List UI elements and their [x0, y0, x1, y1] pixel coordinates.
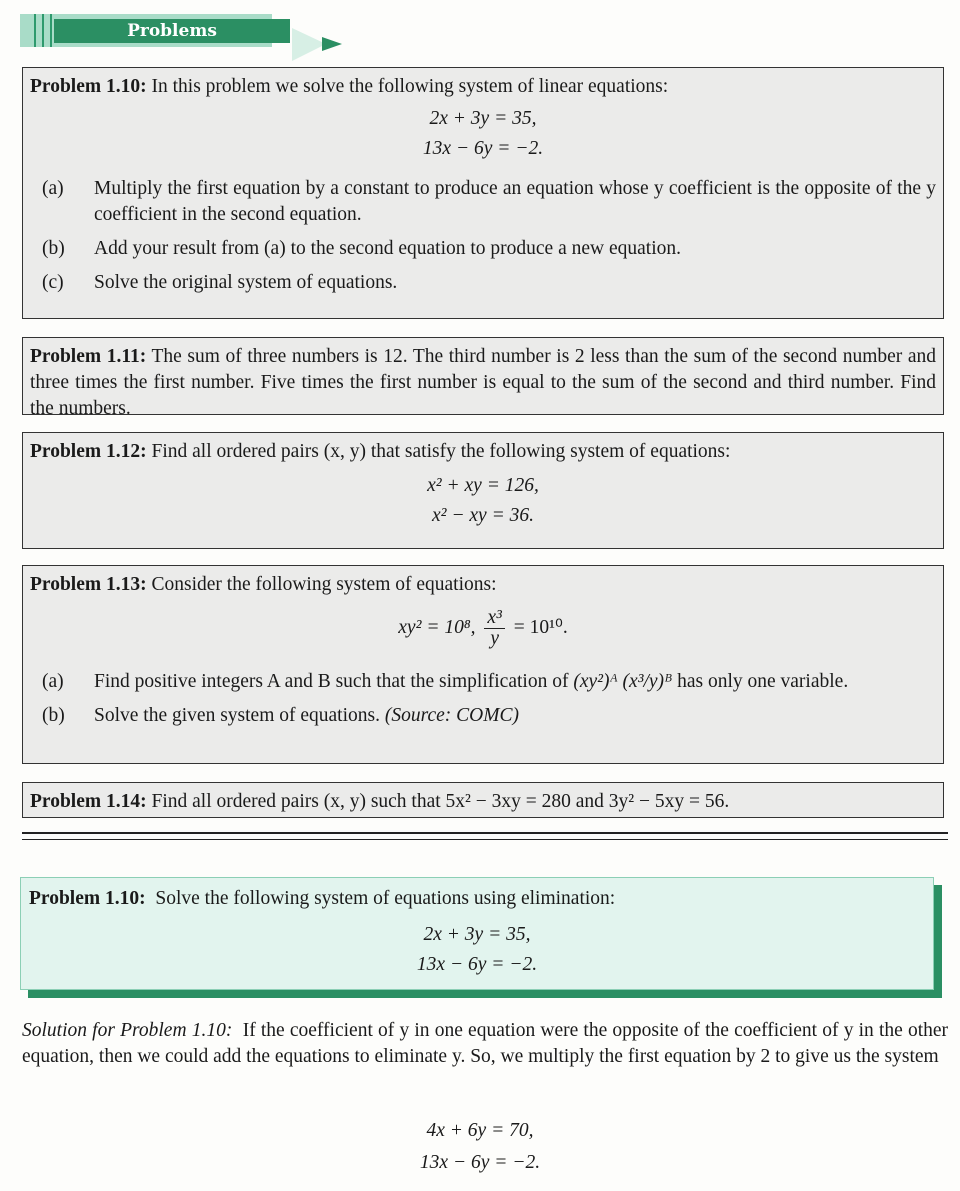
solution-equations: [0, 1115, 960, 1179]
problem-1-12-box: [22, 432, 944, 549]
problem-text: The sum of three numbers is 12. The third number is 2 less than the sum of the second number and three times the first number. Five times the first number is equal to the sum of the second and third number. Find the numbers.: [30, 346, 936, 419]
banner-title: Problems: [54, 19, 290, 43]
problem-label: Problem 1.10:: [29, 888, 146, 909]
problem-label: Problem 1.14:: [30, 791, 147, 812]
problem-intro: Solve the following system of equations using elimination:: [155, 888, 616, 909]
equation: 13x − 6y = −2.: [416, 954, 538, 975]
equation-rhs: = 10¹⁰.: [513, 616, 568, 638]
problem-text: Find all ordered pairs (x, y) such that 5x² − 3xy = 280 and 3y² − 5xy = 56.: [151, 791, 730, 812]
problem-intro: Consider the following system of equations:: [151, 574, 497, 595]
part-label: (c): [42, 272, 64, 293]
math-expression: (xy²)ᴬ (x³/y)ᴮ: [573, 671, 673, 692]
equation: x² + xy = 126,: [427, 475, 539, 496]
part-text: [94, 703, 936, 729]
part-label: (b): [42, 705, 65, 726]
equation: 2x + 3y = 35,: [429, 108, 537, 129]
equation: 4x + 6y = 70,: [426, 1120, 534, 1141]
problem-1-10-box: [22, 67, 944, 319]
solution-text: If the coefficient of y in one equation were the opposite of the coefficient of y in the other equation, then we could add the equations to eliminate y. So, we multiply the first equation by 2 to give us the system: [22, 1020, 949, 1067]
part-text: [94, 669, 936, 695]
problem-label: Problem 1.12:: [30, 441, 147, 462]
part-text: Add your result from (a) to the second equation to produce a new equation.: [94, 238, 681, 259]
equation: 2x + 3y = 35,: [423, 924, 531, 945]
pencil-tip-icon: [292, 28, 326, 61]
problem-intro: In this problem we solve the following system of linear equations:: [151, 76, 669, 97]
problem-1-11-box: [22, 337, 944, 419]
part-label: (a): [42, 671, 64, 692]
problems-banner: [20, 14, 272, 47]
part-text-before: Find positive integers A and B such that the simplification of: [94, 671, 569, 692]
problem-label: Problem 1.10:: [30, 76, 147, 97]
part-b: [30, 703, 936, 729]
pencil-lead-icon: [322, 37, 342, 51]
fraction: [484, 608, 505, 649]
part-text-after: has only one variable.: [677, 671, 849, 692]
equation: x² − xy = 36.: [431, 505, 534, 526]
part-text-main: Solve the given system of equations.: [94, 705, 380, 726]
part-b: [30, 236, 936, 262]
divider-rule: [22, 832, 948, 834]
part-text: Solve the original system of equations.: [94, 272, 398, 293]
solution-label: Solution for Problem 1.10:: [22, 1020, 233, 1041]
numerator: x³: [484, 608, 505, 629]
solution-paragraph: [22, 1018, 948, 1070]
problem-1-14-box: [22, 782, 944, 818]
part-label: (a): [42, 178, 64, 199]
part-label: (b): [42, 238, 65, 259]
equation-system: [30, 608, 936, 649]
equation: xy² = 10⁸,: [398, 616, 476, 638]
part-a: [30, 176, 936, 228]
equation: 13x − 6y = −2.: [422, 138, 544, 159]
problem-label: Problem 1.13:: [30, 574, 147, 595]
problem-label: Problem 1.11:: [30, 346, 147, 367]
part-text: Multiply the first equation by a constant to produce an equation whose y coefficient is the opposite of the y coefficient in the second equation.: [94, 178, 936, 225]
example-problem-box: [20, 877, 934, 990]
equation: 13x − 6y = −2.: [419, 1152, 541, 1173]
problem-intro: Find all ordered pairs (x, y) that satisfy the following system of equations:: [151, 441, 731, 462]
pencil-banner-icon: [34, 14, 52, 47]
source-note: (Source: COMC): [384, 705, 519, 726]
divider-rule: [22, 839, 948, 840]
problem-1-13-box: [22, 565, 944, 764]
part-c: [30, 270, 936, 296]
denominator: y: [490, 628, 499, 649]
part-a: [30, 669, 936, 695]
